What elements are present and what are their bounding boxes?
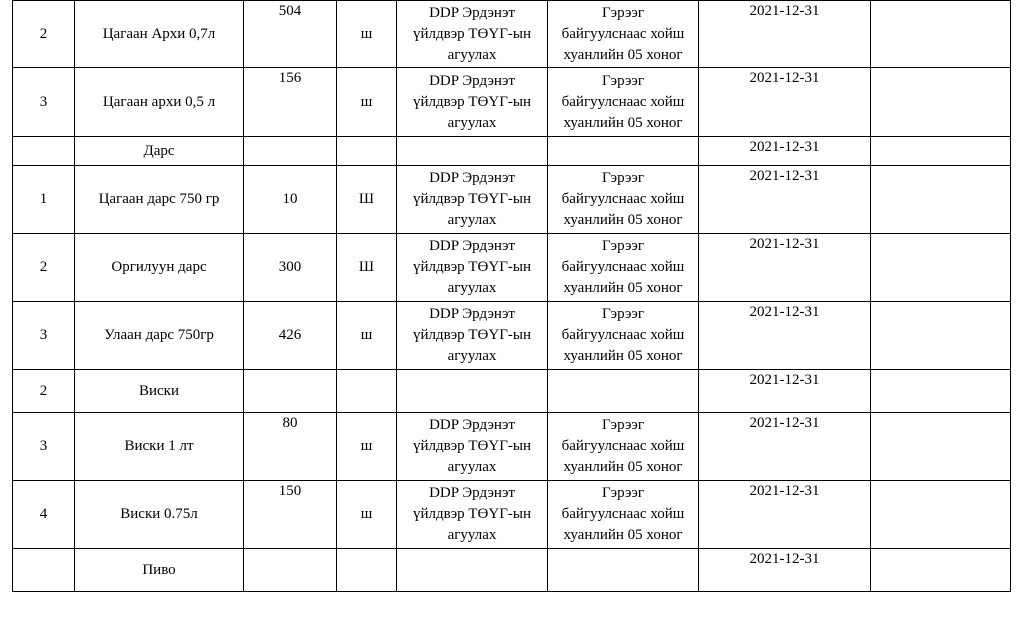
delivery-term-cell — [548, 481, 699, 549]
product-name-cell: Цагаан Архи 0,7л — [75, 1, 244, 68]
unit-cell: ш — [337, 1, 397, 68]
notes-cell — [871, 1, 1011, 68]
delivery-term-line: хуанлийн 05 хоног — [563, 280, 683, 296]
product-name-cell: Виски — [75, 370, 244, 413]
quantity-cell: 504 — [244, 1, 337, 68]
table-row — [13, 234, 1011, 302]
delivery-location-line: агуулах — [447, 348, 497, 364]
delivery-term-line: Гэрээг — [601, 238, 644, 254]
delivery-location-line: DDP Эрдэнэт — [429, 170, 515, 186]
quantity-cell: 300 — [244, 234, 337, 302]
delivery-date-cell: 2021-12-31 — [699, 166, 871, 234]
delivery-date-cell: 2021-12-31 — [699, 413, 871, 481]
notes-cell — [871, 234, 1011, 302]
delivery-term-line: байгуулснаас хойш — [561, 506, 685, 522]
product-name-cell: Цагаан дарс 750 гр — [75, 166, 244, 234]
delivery-location-line: агуулах — [447, 459, 497, 475]
delivery-term-line: Гэрээг — [601, 4, 644, 21]
delivery-location-cell — [397, 370, 548, 413]
product-name-cell: Дарс — [75, 137, 244, 166]
unit-cell: Ш — [337, 166, 397, 234]
row-number-cell — [13, 137, 75, 166]
table-row — [13, 166, 1011, 234]
delivery-location-line: агуулах — [447, 46, 497, 63]
delivery-location-line: үйлдвэр ТӨҮГ-ын — [412, 25, 531, 42]
table-row — [13, 370, 1011, 413]
delivery-term-line: байгуулснаас хойш — [561, 191, 685, 207]
table-row — [13, 481, 1011, 549]
table-row — [13, 1, 1011, 68]
delivery-location-line: DDP Эрдэнэт — [429, 4, 515, 21]
delivery-location-line: DDP Эрдэнэт — [429, 485, 515, 501]
delivery-location-line: агуулах — [447, 527, 497, 543]
delivery-date-cell: 2021-12-31 — [699, 234, 871, 302]
delivery-term-line: хуанлийн 05 хоног — [563, 46, 683, 63]
delivery-term-line: Гэрээг — [601, 170, 644, 186]
row-number-cell: 3 — [13, 302, 75, 370]
quantity-cell: 10 — [244, 166, 337, 234]
quantity-cell — [244, 137, 337, 166]
delivery-location-line: агуулах — [447, 114, 497, 131]
product-name-cell: Виски 0.75л — [75, 481, 244, 549]
table-row — [13, 413, 1011, 481]
delivery-term-line: хуанлийн 05 хоног — [563, 114, 683, 131]
unit-cell: Ш — [337, 234, 397, 302]
delivery-location-line: үйлдвэр ТӨҮГ-ын — [412, 506, 531, 522]
delivery-term-cell — [548, 137, 699, 166]
table-row — [13, 137, 1011, 166]
goods-table — [12, 0, 1011, 592]
delivery-date-cell: 2021-12-31 — [699, 137, 871, 166]
delivery-term-line: хуанлийн 05 хоног — [563, 459, 683, 475]
delivery-term-line: байгуулснаас хойш — [561, 93, 685, 110]
product-name-cell: Виски 1 лт — [75, 413, 244, 481]
notes-cell — [871, 166, 1011, 234]
row-number-cell: 4 — [13, 481, 75, 549]
unit-cell: ш — [337, 413, 397, 481]
delivery-location-line: үйлдвэр ТӨҮГ-ын — [412, 438, 531, 454]
delivery-term-line: Гэрээг — [601, 417, 644, 433]
product-name-cell: Оргилуун дарс — [75, 234, 244, 302]
notes-cell — [871, 68, 1011, 137]
row-number-cell: 2 — [13, 234, 75, 302]
row-number-cell — [13, 549, 75, 592]
notes-cell — [871, 370, 1011, 413]
quantity-cell: 156 — [244, 68, 337, 137]
table-body — [13, 1, 1011, 592]
notes-cell — [871, 137, 1011, 166]
notes-cell — [871, 413, 1011, 481]
delivery-term-line: Гэрээг — [601, 485, 644, 501]
delivery-term-line: байгуулснаас хойш — [561, 327, 685, 343]
delivery-location-cell — [397, 413, 548, 481]
delivery-term-line: Гэрээг — [601, 72, 644, 89]
delivery-location-cell — [397, 481, 548, 549]
row-number-cell: 3 — [13, 68, 75, 137]
quantity-cell: 150 — [244, 481, 337, 549]
delivery-term-cell — [548, 234, 699, 302]
delivery-term-cell — [548, 549, 699, 592]
unit-cell: ш — [337, 481, 397, 549]
delivery-location-line: DDP Эрдэнэт — [429, 417, 515, 433]
delivery-location-cell — [397, 234, 548, 302]
delivery-term-line: байгуулснаас хойш — [561, 25, 685, 42]
quantity-cell: 426 — [244, 302, 337, 370]
quantity-cell: 80 — [244, 413, 337, 481]
quantity-cell — [244, 370, 337, 413]
unit-cell — [337, 137, 397, 166]
delivery-location-cell — [397, 1, 548, 68]
notes-cell — [871, 481, 1011, 549]
delivery-location-line: үйлдвэр ТӨҮГ-ын — [412, 191, 531, 207]
delivery-term-line: байгуулснаас хойш — [561, 259, 685, 275]
delivery-date-cell: 2021-12-31 — [699, 481, 871, 549]
delivery-term-cell — [548, 1, 699, 68]
delivery-date-cell: 2021-12-31 — [699, 549, 871, 592]
row-number-cell: 3 — [13, 413, 75, 481]
delivery-location-line: DDP Эрдэнэт — [429, 306, 515, 322]
notes-cell — [871, 549, 1011, 592]
table-row — [13, 549, 1011, 592]
delivery-location-line: DDP Эрдэнэт — [429, 238, 515, 254]
product-name-cell: Улаан дарс 750гр — [75, 302, 244, 370]
delivery-date-cell: 2021-12-31 — [699, 1, 871, 68]
delivery-term-line: байгуулснаас хойш — [561, 438, 685, 454]
delivery-location-line: DDP Эрдэнэт — [429, 72, 515, 89]
delivery-location-line: үйлдвэр ТӨҮГ-ын — [412, 327, 531, 343]
delivery-location-cell — [397, 302, 548, 370]
delivery-date-cell: 2021-12-31 — [699, 68, 871, 137]
table-row — [13, 302, 1011, 370]
delivery-location-cell — [397, 68, 548, 137]
row-number-cell: 2 — [13, 370, 75, 413]
delivery-term-line: хуанлийн 05 хоног — [563, 527, 683, 543]
delivery-location-line: үйлдвэр ТӨҮГ-ын — [412, 259, 531, 275]
table-row — [13, 68, 1011, 137]
unit-cell — [337, 549, 397, 592]
delivery-location-line: үйлдвэр ТӨҮГ-ын — [412, 93, 531, 110]
unit-cell: ш — [337, 302, 397, 370]
delivery-term-cell — [548, 68, 699, 137]
delivery-location-line: агуулах — [447, 212, 497, 228]
delivery-term-cell — [548, 302, 699, 370]
delivery-term-cell — [548, 413, 699, 481]
delivery-date-cell: 2021-12-31 — [699, 370, 871, 413]
unit-cell: ш — [337, 68, 397, 137]
delivery-location-line: агуулах — [447, 280, 497, 296]
product-name-cell: Цагаан архи 0,5 л — [75, 68, 244, 137]
notes-cell — [871, 302, 1011, 370]
delivery-location-cell — [397, 137, 548, 166]
delivery-term-cell — [548, 166, 699, 234]
delivery-term-line: хуанлийн 05 хоног — [563, 348, 683, 364]
delivery-term-line: Гэрээг — [601, 306, 644, 322]
row-number-cell: 2 — [13, 1, 75, 68]
quantity-cell — [244, 549, 337, 592]
row-number-cell: 1 — [13, 166, 75, 234]
delivery-location-cell — [397, 166, 548, 234]
delivery-term-cell — [548, 370, 699, 413]
delivery-location-cell — [397, 549, 548, 592]
delivery-date-cell: 2021-12-31 — [699, 302, 871, 370]
unit-cell — [337, 370, 397, 413]
product-name-cell: Пиво — [75, 549, 244, 592]
delivery-term-line: хуанлийн 05 хоног — [563, 212, 683, 228]
